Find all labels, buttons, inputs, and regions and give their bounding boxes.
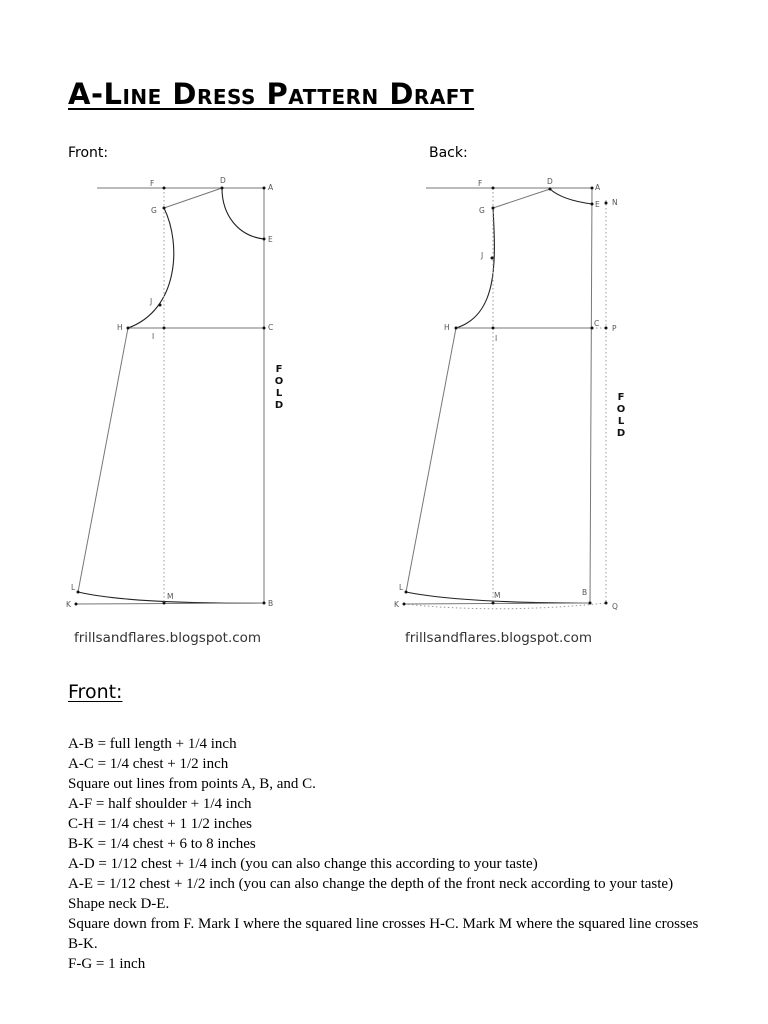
front-point-i-label: I: [152, 332, 155, 341]
back-fold-letter-1: F: [617, 392, 625, 403]
instruction-step: A-C = 1/4 chest + 1/2 inch: [68, 756, 229, 772]
front-point-m-label: M: [167, 592, 174, 601]
instruction-step: A-B = full length + 1/4 inch: [68, 736, 237, 752]
back-point-d-marker: [549, 188, 552, 191]
page-title: A-Line Dress Pattern Draft: [68, 77, 475, 111]
front-fold-letter-4: D: [274, 400, 284, 411]
back-credit-text: frillsandflares.blogspot.com: [405, 630, 593, 646]
back-point-n-marker: [605, 202, 608, 205]
back-point-l-label: L: [399, 583, 404, 592]
back-point-k-label: K: [394, 600, 399, 609]
front-instructions-list: [68, 734, 708, 974]
front-fold-letter-1: F: [275, 364, 283, 375]
front-point-f-label: F: [150, 179, 155, 188]
back-side-seam: [406, 328, 456, 592]
front-point-k-label: K: [66, 600, 71, 609]
back-point-f-marker: [492, 187, 495, 190]
back-point-a-label: A: [595, 183, 601, 192]
back-fold-letter-4: D: [616, 428, 626, 439]
front-fold-letter-3: L: [275, 388, 283, 399]
back-point-k-marker: [403, 603, 406, 606]
back-point-m-label: M: [494, 591, 501, 600]
back-point-e-marker: [591, 203, 594, 206]
back-point-g-marker: [492, 207, 495, 210]
back-point-h-marker: [455, 327, 458, 330]
instruction-step: Square down from F. Mark I where the squared line crosses H-C. Mark M where the squared line crosses B-K.: [68, 916, 699, 952]
back-point-a-marker: [591, 187, 594, 190]
back-fold-letter-3: L: [617, 416, 625, 427]
instruction-step: C-H = 1/4 chest + 1 1/2 inches: [68, 816, 252, 832]
back-center-line: [590, 188, 592, 603]
front-point-d-label: D: [220, 176, 226, 185]
instruction-step: Shape neck D-E.: [68, 896, 170, 912]
back-fold-marker: [617, 392, 626, 439]
front-credit-text: frillsandflares.blogspot.com: [74, 630, 262, 646]
back-point-c-label: C: [594, 319, 600, 328]
back-point-b-marker: [589, 602, 592, 605]
back-hem-guide-line: [404, 603, 590, 604]
back-fold-letter-2: O: [616, 404, 626, 415]
front-view-label: Front:: [68, 145, 109, 161]
front-point-h-label: H: [117, 323, 123, 332]
back-pattern-diagram: [0, 172, 640, 652]
back-point-q-label: Q: [612, 602, 618, 611]
front-point-e-label: E: [268, 235, 273, 244]
front-point-a-label: A: [268, 183, 274, 192]
back-view-label: Back:: [429, 145, 468, 161]
instruction-step: B-K = 1/4 chest + 6 to 8 inches: [68, 836, 256, 852]
back-point-b-label: B: [582, 588, 588, 597]
back-point-e-label: E: [595, 200, 600, 209]
front-instructions-heading: Front:: [68, 681, 123, 703]
back-point-p-marker: [605, 327, 608, 330]
back-point-p-label: P: [612, 324, 617, 333]
back-point-i-marker: [492, 327, 495, 330]
back-point-j-marker: [491, 257, 494, 260]
front-point-l-label: L: [71, 583, 76, 592]
instruction-step: F-G = 1 inch: [68, 956, 146, 972]
instruction-step: A-F = half shoulder + 1/4 inch: [68, 796, 252, 812]
back-point-m-marker: [492, 602, 495, 605]
back-point-l-marker: [405, 591, 408, 594]
back-point-markers: [403, 187, 608, 606]
front-fold-letter-2: O: [274, 376, 284, 387]
front-point-g-label: G: [151, 206, 157, 215]
back-shoulder-seam: [493, 189, 550, 208]
back-point-q-marker: [605, 602, 608, 605]
front-point-c-label: C: [268, 323, 274, 332]
back-point-i-label: I: [495, 334, 498, 343]
back-point-j-label: J: [481, 251, 484, 260]
instruction-step: A-D = 1/12 chest + 1/4 inch (you can also change this according to your taste): [68, 856, 538, 872]
back-point-g-label: G: [479, 206, 485, 215]
instruction-step: Square out lines from points A, B, and C.: [68, 776, 316, 792]
back-point-f-label: F: [478, 179, 483, 188]
front-point-j-label: J: [150, 297, 153, 306]
instruction-step: A-E = 1/12 chest + 1/2 inch (you can also change the depth of the front neck according to your taste): [68, 876, 674, 892]
front-point-b-label: B: [268, 599, 274, 608]
back-point-d-label: D: [547, 177, 553, 186]
back-point-n-label: N: [612, 198, 618, 207]
back-point-h-label: H: [444, 323, 450, 332]
back-armhole-curve: [456, 208, 494, 328]
back-neckline-curve: [550, 189, 592, 204]
